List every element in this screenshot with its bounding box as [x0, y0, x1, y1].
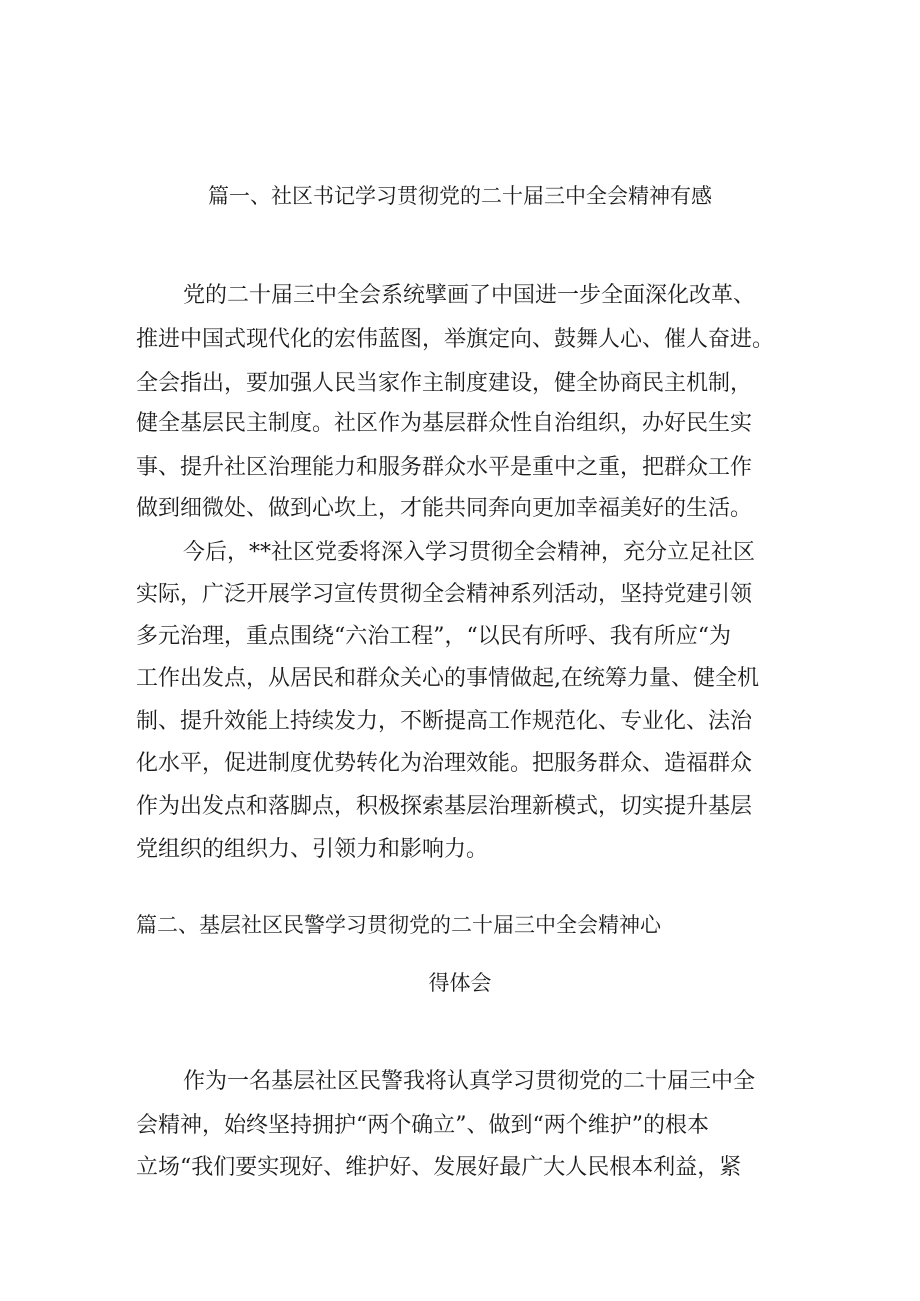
paragraph-line: 全会指出，要加强人民当家作主制度建设，健全协商民主机制， [136, 371, 753, 396]
paragraph-line: 事、提升社区治理能力和服务群众水平是重中之重，把群众工作 [136, 455, 753, 480]
paragraph-line: 实际，广泛开展学习宣传贯彻全会精神系列活动，坚持党建引领 [136, 582, 753, 607]
section2-title-line1: 篇二、基层社区民警学习贯彻党的二十届三中全会精神心 [136, 913, 661, 937]
paragraph-line: 健全基层民主制度。社区作为基层群众性自治组织，办好民生实 [136, 411, 753, 436]
paragraph-line: 多元治理，重点围绕“六治工程”，“以民有所呼、我有所应“为 [136, 624, 731, 649]
paragraph-line: 今后，**社区党委将深入学习贯彻全会精神，充分立足社区 [183, 540, 756, 565]
section1-title: 篇一、社区书记学习贯彻党的二十届三中全会精神有感 [208, 184, 712, 208]
paragraph-line: 立场“我们要实现好、维护好、发展好最广大人民根本利益，紧 [136, 1155, 742, 1180]
paragraph-line: 党组织的组织力、引领力和影响力。 [136, 837, 489, 862]
paragraph-line: 工作出发点，从居民和群众关心的事情做起,在统筹力量、健全机 [136, 666, 759, 691]
paragraph-line: 制、提升效能上持续发力，不断提高工作规范化、专业化、法治 [136, 709, 753, 734]
paragraph-line: 做到细微处、做到心坎上，才能共同奔向更加幸福美好的生活。 [136, 496, 753, 521]
paragraph-line: 会精神，始终坚持拥护“两个确立”、做到“两个维护”的根本 [136, 1113, 709, 1138]
paragraph-line: 党的二十届三中全会系统擘画了中国进一步全面深化改革、 [183, 283, 756, 308]
paragraph-line: 作为一名基层社区民警我将认真学习贯彻党的二十届三中全 [183, 1069, 756, 1094]
paragraph-line: 化水平，促进制度优势转化为治理效能。把服务群众、造福群众 [136, 751, 753, 776]
paragraph-line: 作为出发点和落脚点，积极探索基层治理新模式，切实提升基层 [136, 794, 753, 819]
paragraph-line: 推进中国式现代化的宏伟蓝图，举旗定向、鼓舞人心、催人奋进。 [136, 327, 775, 352]
section2-title-line2: 得体会 [428, 971, 492, 995]
